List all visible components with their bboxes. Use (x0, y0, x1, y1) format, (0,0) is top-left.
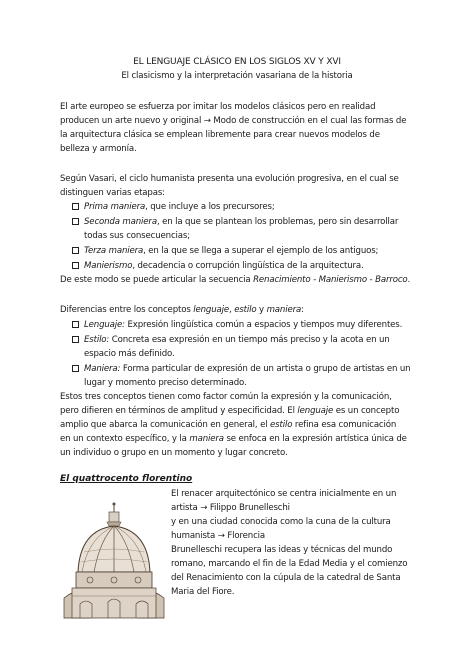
sequence-sep: - (310, 275, 319, 285)
closing-term: estilo (270, 420, 293, 430)
definition-term: Lenguaje: (84, 320, 125, 330)
stage-item (84, 260, 364, 272)
page-title: EL LENGUAJE CLÁSICO EN LOS SIGLOS XV Y XVI (133, 57, 341, 67)
stage-text-cont: todas sus consecuencias; (84, 231, 190, 241)
checkbox-icon (72, 203, 79, 210)
stage-text: , en la que se plantean los problemas, pero sin desarrollar (156, 217, 399, 227)
checkbox-icon (72, 247, 79, 254)
definition-text: Expresión lingüística común a espacios y tiempos muy diferentes. (124, 320, 403, 330)
sequence-end: . (407, 275, 411, 285)
definition-text-cont: lugar y momento preciso determinado. (84, 378, 247, 388)
sequence-term: Barroco (375, 275, 408, 285)
stage-item (84, 245, 378, 257)
sequence-text: De este modo se puede articular la secuencia (60, 275, 254, 285)
closing-line (60, 405, 399, 417)
cathedral-dome-image (60, 500, 168, 620)
checkbox-icon (72, 218, 79, 225)
closing-line: Estos tres conceptos tienen como factor común la expresión y la comunicación, (60, 392, 392, 402)
sequence-sep: - (366, 275, 376, 285)
stage-term: Seconda maniera (84, 217, 157, 227)
closing-line (60, 419, 396, 431)
diff-text: : (301, 305, 304, 315)
checkbox-icon (72, 262, 79, 269)
definition-item (84, 319, 402, 331)
definition-term: Estilo: (84, 335, 110, 345)
closing-text: en un contexto específico, y la (60, 434, 190, 444)
closing-text: es un concepto (333, 406, 400, 416)
section-line: y en una ciudad conocida como la cuna de la cultura (171, 517, 391, 527)
stage-term: Manierismo (84, 261, 133, 271)
differences-heading (60, 304, 304, 316)
checkbox-icon (72, 365, 79, 372)
section-line: El renacer arquitectónico se centra inicialmente en un (171, 489, 397, 499)
definition-term: Maniera: (84, 364, 121, 374)
diff-term: estilo (234, 305, 257, 315)
diff-text: , (229, 305, 235, 315)
intro-line: producen un arte nuevo y original → Modo de construcción en el cual las formas de (60, 116, 407, 126)
checkbox-icon (72, 321, 79, 328)
vasari-line: distinguen varias etapas: (60, 188, 165, 198)
definition-item (84, 363, 410, 375)
page-subtitle: El clasicismo y la interpretación vasariana de la historia (121, 71, 353, 81)
section-line: Maria del Fiore. (171, 587, 235, 597)
diff-term: lenguaje (193, 305, 230, 315)
intro-line: belleza y armonía. (60, 144, 137, 154)
stage-text: , en la que se llega a superar el ejemplo de los antiguos; (143, 246, 379, 256)
diff-text: y (256, 305, 267, 315)
section-title: El quattrocento florentino (60, 474, 193, 484)
closing-term: lenguaje (297, 406, 334, 416)
definition-item (84, 334, 390, 346)
definition-text: Forma particular de expresión de un artista o grupo de artistas en un (120, 364, 411, 374)
definition-text-cont: espacio más definido. (84, 349, 175, 359)
intro-line: El arte europeo se esfuerza por imitar los modelos clásicos pero en realidad (60, 102, 376, 112)
section-line: humanista → Florencia (171, 531, 266, 541)
sequence-term: Renacimiento (253, 275, 311, 285)
section-line: Brunelleschi recupera las ideas y técnicas del mundo (171, 545, 393, 555)
stage-text: , decadencia o corrupción lingüística de la arquitectura. (132, 261, 364, 271)
section-line: del Renacimiento con la cúpula de la catedral de Santa (171, 573, 401, 583)
closing-text: pero difieren en términos de amplitud y especificidad. El (60, 406, 298, 416)
closing-text: refina esa comunicación (292, 420, 397, 430)
diff-text: Diferencias entre los conceptos (60, 305, 194, 315)
closing-text: amplio que abarca la comunicación en general, el (60, 420, 271, 430)
stage-item (84, 216, 398, 228)
section-line: romano, marcando el fin de la Edad Media y el comienzo (171, 559, 408, 569)
definition-text: Concreta esa expresión en un tiempo más preciso y la acota en un (109, 335, 390, 345)
checkbox-icon (72, 336, 79, 343)
intro-line: la arquitectura clásica se emplean libremente para crear nuevos modelos de (60, 130, 380, 140)
stage-term: Prima maniera (84, 202, 146, 212)
vasari-line: Según Vasari, el ciclo humanista presenta una evolución progresiva, en el cual se (60, 174, 399, 184)
sequence-line (60, 274, 410, 286)
section-line: artista → Filippo Brunelleschi (171, 503, 290, 513)
sequence-term: Manierismo (318, 275, 367, 285)
closing-line: un individuo o grupo en un momento y lugar concreto. (60, 448, 288, 458)
diff-term: maniera (266, 305, 302, 315)
closing-text: se enfoca en la expresión artística única de (223, 434, 407, 444)
closing-line (60, 433, 407, 445)
stage-item (84, 201, 275, 213)
stage-text: , que incluye a los precursores; (145, 202, 275, 212)
stage-term: Terza maniera (84, 246, 144, 256)
closing-term: maniera (189, 434, 224, 444)
